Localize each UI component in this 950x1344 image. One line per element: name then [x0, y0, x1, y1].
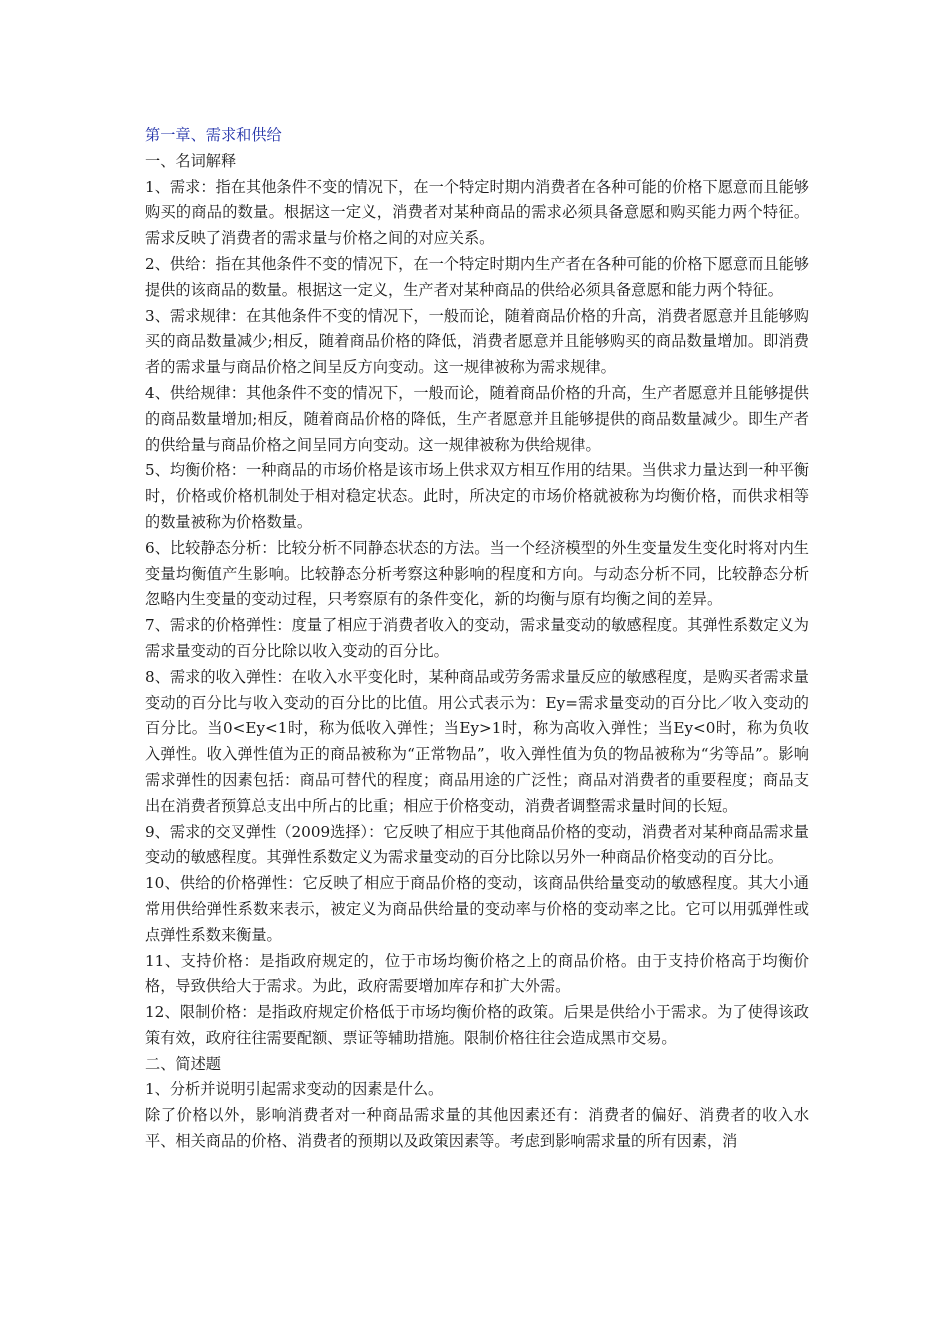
document-page — [145, 123, 809, 1155]
definition-demand: 1、需求：指在其他条件不变的情况下，在一个特定时期内消费者在各种可能的价格下愿意而且能够购买的商品的数量。根据这一定义，消费者对某种商品的需求必须具备意愿和购买能力两个特征。需求反映了消费者的需求量与价格之间的对应关系。 — [145, 177, 809, 248]
section-heading-short-answer: 二、简述题 — [145, 1054, 221, 1073]
definition-supply: 2、供给：指在其他条件不变的情况下，在一个特定时期内生产者在各种可能的价格下愿意而且能够提供的该商品的数量。根据这一定义，生产者对某种商品的供给必须具备意愿和能力两个特征。 — [145, 254, 809, 299]
definition-equilibrium-price: 5、均衡价格：一种商品的市场价格是该市场上供求双方相互作用的结果。当供求力量达到一种平衡时，价格或价格机制处于相对稳定状态。此时，所决定的市场价格就被称为均衡价格，而供求相等的数量被称为价格数量。 — [145, 461, 809, 531]
definition-law-of-demand: 3、需求规律：在其他条件不变的情况下，一般而论，随着商品价格的升高，消费者愿意并且能够购买的商品数量减少;相反，随着商品价格的降低，消费者愿意并且能够购买的商品数量增加。即消费者的需求量与商品价格之间呈反方向变动。这一规律被称为需求规律。 — [145, 306, 809, 377]
definition-price-elasticity-of-supply: 10、供给的价格弹性：它反映了相应于商品价格的变动，该商品供给量变动的敏感程度。其大小通常用供给弹性系数来表示，被定义为商品供给量的变动率与价格的变动率之比。它可以用弧弹性或点弹性系数来衡量。 — [145, 874, 809, 944]
definition-comparative-statics: 6、比较静态分析：比较分析不同静态状态的方法。当一个经济模型的外生变量发生变化时将对内生变量均衡值产生影响。比较静态分析考察这种影响的程度和方向。与动态分析不同，比较静态分析忽略内生变量的变动过程，只考察原有的条件变化，新的均衡与原有均衡之间的差异。 — [145, 538, 809, 609]
definition-law-of-supply: 4、供给规律：其他条件不变的情况下，一般而论，随着商品价格的升高，生产者愿意并且能够提供的商品数量增加;相反，随着商品价格的降低，生产者愿意并且能够提供的商品数量减少。即生产者的供给量与商品价格之间呈同方向变动。这一规律被称为供给规律。 — [145, 383, 809, 454]
chapter-title[interactable]: 第一章、需求和供给 — [145, 126, 282, 144]
definition-support-price: 11、支持价格：是指政府规定的，位于市场均衡价格之上的商品价格。由于支持价格高于均衡价格，导致供给大于需求。为此，政府需要增加库存和扩大外需。 — [145, 951, 809, 996]
definition-cross-elasticity-of-demand: 9、需求的交叉弹性（2009选择）：它反映了相应于其他商品价格的变动，消费者对某种商品需求量变动的敏感程度。其弹性系数定义为需求量变动的百分比除以另外一种商品价格变动的百分比。 — [145, 822, 809, 867]
question-1: 1、分析并说明引起需求变动的因素是什么。 — [145, 1080, 444, 1099]
section-heading-definitions: 一、名词解释 — [145, 151, 237, 170]
definition-price-ceiling: 12、限制价格：是指政府规定价格低于市场均衡价格的政策。后果是供给小于需求。为了使得该政策有效，政府往往需要配额、票证等辅助措施。限制价格往往会造成黑市交易。 — [145, 1003, 809, 1047]
definition-income-elasticity-of-demand: 8、需求的收入弹性：在收入水平变化时，某种商品或劳务需求量反应的敏感程度，是购买者需求量变动的百分比与收入变动的百分比的比值。用公式表示为：Ey=需求量变动的百分比／收入变动的百分比。当0<Ey<1时，称为低收入弹性；当Ey>1时，称为高收入弹性；当Ey<0时，称为负收入弹性。收入弹性值为正的商品被称为“正常物品”，收入弹性值为负的物品被称为“劣等品”。影响需求弹性的因素包括：商品可替代的程度；商品用途的广泛性；商品对消费者的重要程度；商品支出在消费者预算总支出中所占的比重；相应于价格变动，消费者调整需求量时间的长短。 — [145, 667, 809, 815]
definition-price-elasticity-of-demand: 7、需求的价格弹性：度量了相应于消费者收入的变动，需求量变动的敏感程度。其弹性系数定义为需求量变动的百分比除以收入变动的百分比。 — [145, 616, 809, 660]
answer-1: 除了价格以外，影响消费者对一种商品需求量的其他因素还有：消费者的偏好、消费者的收入水平、相关商品的价格、消费者的预期以及政策因素等。考虑到影响需求量的所有因素，消 — [145, 1106, 809, 1151]
